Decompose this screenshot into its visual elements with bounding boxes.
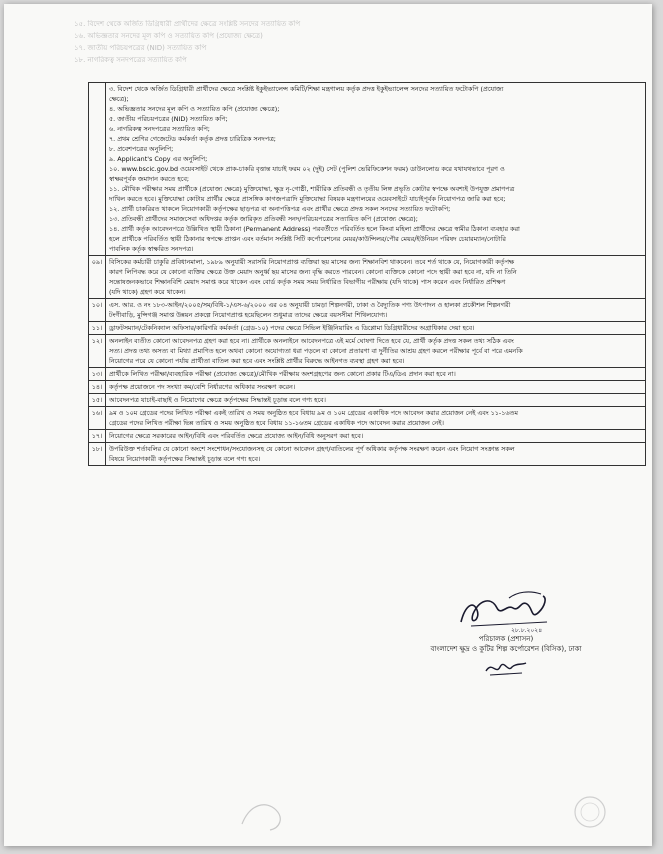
- bleed-through-line: ১৮. নাগরিকত্ব সনদপত্রের সত্যায়িত কপি: [74, 56, 187, 64]
- row-text: [106, 394, 646, 407]
- text-line: ১২. প্রার্থী চাকরিরত থাকলে নিয়োগকারী কর্তৃপক্ষের ছাড়পত্র বা অনাপত্তিপত্র এবং প্রার্থীর ক্ষেত্রে প্রদত্ত সকল সনদের সত্যায়িত ফটোকপি;: [109, 205, 451, 213]
- row-number: ১৪।: [89, 381, 106, 394]
- text-line: (যদি থাকে) গ্রহণ করে থাকেন।: [109, 288, 186, 296]
- text-line: ৫. জাতীয় পরিচয়পত্রের (NID) সত্যায়িত কপি;: [109, 115, 228, 123]
- text-line: নিয়োগের ক্ষেত্রে সরকারের আইন/বিধি এবং পরিবর্তিত ক্ষেত্রে প্রযোজ্য আইন/বিধি অনুসরণ করা হবে।: [109, 432, 364, 440]
- text-line: ১৪. প্রার্থী কর্তৃক আবেদনপত্রে উল্লিখিত স্থায়ী ঠিকানা (Permanent Address) পরবর্তীতে পরিবর্তিত হলে কিংবা মহিলা প্রার্থীদের ক্ষেত্রে স্বামীর ঠিকানা ব্যবহার করা: [109, 225, 520, 233]
- faint-seal-mark: [570, 792, 610, 832]
- row-text: [106, 430, 646, 443]
- text-line: ৯. Applicant's Copy এর অনুলিপি;: [109, 155, 208, 163]
- text-line: এস. আর. ও নং ১৮৩-আইন/২০০৫/সম/বিধি-১/এস-৬/২০০০ এর ০৪ অনুযায়ী চামড়া শিল্পনগরী, ঢাকা ও বৈদ্যুতিক পণ্য উৎপাদন ও হালকা প্রকৌশল শিল্পনগরী: [109, 301, 511, 309]
- row-text: [106, 322, 646, 335]
- row-number: ১১।: [89, 322, 106, 335]
- row-text: [106, 299, 646, 322]
- row-text: [106, 368, 646, 381]
- signatory-designation: পরিচালক (প্রশাসন): [478, 635, 534, 643]
- text-line: বিষয়ে নিয়োগকারী কর্তৃপক্ষের সিদ্ধান্তই চূড়ান্ত বলে গণ্য হবে।: [109, 455, 261, 463]
- text-line: ১৩. প্রতিবন্ধী প্রার্থীদের সমাজসেবা অধিদপ্তর কর্তৃক জারিকৃত প্রতিবন্ধী সনদ/পরিচয়পত্রের সত্যায়িত কপি (প্রযোজ্য ক্ষেত্রে);: [109, 215, 418, 223]
- text-line: ৭. প্রথম শ্রেণির গেজেটেড কর্মকর্তা কর্তৃক প্রদত্ত চারিত্রিক সনদপত্র;: [109, 135, 276, 143]
- text-line: নিয়োগের পরে যে কোনো পর্যায় প্রার্থীতা বাতিল করা হবে এবং সংশ্লিষ্ট প্রার্থীর বিরুদ্ধে আইনগত ব্যবস্থা গ্রহণ করা হবে।: [109, 357, 405, 365]
- table-row: [89, 443, 646, 466]
- table-row: [89, 394, 646, 407]
- table-row: [89, 256, 646, 299]
- row-number: ১৮।: [89, 443, 106, 466]
- row-text: [106, 83, 646, 256]
- text-line: হলে প্রার্থীকে পরিবর্তিত স্থায়ী ঠিকানার স্বপক্ষে প্রাপ্তন এবং বর্তমান সংশ্লিষ্ট সিটি কর্পোরেশনের মেয়র/কাউন্সিলর/পৌর মেয়র/ইউনিয়ন পরিষদ চেয়ারম্যান/নোটারি: [109, 235, 506, 243]
- table-row: [89, 335, 646, 368]
- text-line: ৪. অভিজ্ঞতার সনদের মূল কপি ও সত্যায়িত কপি (প্রযোজ্য ক্ষেত্রে);: [109, 105, 280, 113]
- row-number: [89, 83, 106, 256]
- bleed-through-line: ১৬. অভিজ্ঞতার সনদের মূল কপি ও সত্যায়িত কপি (প্রযোজ্য ক্ষেত্রে): [74, 32, 263, 40]
- signature-image: [451, 586, 561, 634]
- svg-text:২৮.৮.২০২৪: ২৮.৮.২০২৪: [511, 627, 543, 634]
- table-row: [89, 381, 646, 394]
- text-line: প্রার্থীকে লিখিত পরীক্ষা/ব্যবহারিক পরীক্ষা (প্রযোজ্য ক্ষেত্রে)/মৌখিক পরীক্ষায় অংশগ্রহণের জন্য কোনো প্রকার টিএ/ডিএ প্রদান করা হবে না।: [109, 370, 456, 378]
- text-line: উপরিউক্ত শর্তাবলির যে কোনো অংশে সংশোধন/সংযোজনসহ যে কোনো আবেদন গ্রহণ/বাতিলের পূর্ণ অধিকার কর্তৃপক্ষ সংরক্ষণ করেন এবং নিয়োগ সংক্রান্ত সকল: [109, 445, 515, 453]
- text-line: সন্তোষজনকভাবে শিক্ষানবিশি মেয়াদ সমাপ্ত করে থাকেন এবং বোর্ড কর্তৃক সময় সময় নির্ধারিত বিভাগীয় পরীক্ষায় (যদি থাকে) পাস করেন এবং নির্ধারিত প্রশিক্ষণ: [109, 278, 506, 286]
- text-line: সত্য। প্রদত্ত তথ্য অসত্য বা মিথ্যা প্রমাণিত হলে অথবা কোনো অযোগ্যতা ধরা পড়লে বা কোনো প্রতারণা বা দুর্নীতির আশ্রয় গ্রহণ করলে পরীক্ষার পূর্বে বা পরে এমনকি: [109, 347, 523, 355]
- text-line: কারণ লিপিবদ্ধ করে যে কোনো ব্যক্তির ক্ষেত্রে উক্ত মেয়াদ অনুর্ধ্ব ছয় মাসের জন্য বৃদ্ধি করতে পারবেন। কোনো ব্যক্তিকে কোনো পদে স্থায়ী করা হবে না, যদি না তিনি: [109, 268, 517, 276]
- text-line: ১০. www.bscic.gov.bd ওয়েবসাইট থেকে প্রাক-চাকরি বৃত্তান্ত যাচাই ফরম ০২ (দুই) সেট (পুলিশ ভেরিফিকেশন ফরম) ডাউনলোড করে যথাযথভাবে পূরণ ও: [109, 165, 505, 173]
- text-line: ৮. প্রবেশপত্রের অনুলিপি;: [109, 145, 174, 153]
- row-number: ১৬।: [89, 407, 106, 430]
- text-line: ৩. বিদেশ থেকে অর্জিত ডিগ্রিধারী প্রার্থীদের ক্ষেত্রে সংশ্লিষ্ট ইকুইভ্যালেন্স কমিটি/শিক্ষা মন্ত্রণালয় কর্তৃক প্রদত্ত ইকুইভ্যালেন্স সনদের সত্যায়িত ফটোকপি (প্রযোজ্য: [109, 85, 504, 93]
- signatory-organization: বাংলাদেশ ক্ষুদ্র ও কুটির শিল্প কর্পোরেশন (বিসিক), ঢাকা: [430, 645, 582, 653]
- text-line: আবেদনপত্র যাচাই-বাছাই ও নিয়োগের ক্ষেত্রে কর্তৃপক্ষের সিদ্ধান্তই চূড়ান্ত বলে গণ্য হবে।: [109, 396, 326, 404]
- text-line: পাবলিক কর্তৃক স্বাক্ষরিত সনদপত্র।: [109, 245, 194, 253]
- row-text: [106, 381, 646, 394]
- row-text: [106, 256, 646, 299]
- text-line: দাখিল করতে হবে। মুক্তিযোদ্ধা কোটায় প্রার্থীর ক্ষেত্রে প্রাসঙ্গিক কাগজপত্রাদি মুক্তিযোদ্ধা বিষয়ক মন্ত্রণালয়ের ওয়েবসাইটে যাচাইপূর্বক নিয়োগপত্র জারি করা হবে;: [109, 195, 506, 203]
- text-line: ক্ষেত্রে);: [109, 95, 129, 103]
- row-text: [106, 335, 646, 368]
- table-row: [89, 83, 646, 256]
- text-line: বিসিকের কর্মচারী চাকুরি প্রবিধানমালা, ১৯৮৯ অনুযায়ী সরাসরি নিয়োগপ্রাপ্ত ব্যক্তিরা ছয় মাসের জন্য শিক্ষানবিশ থাকবেন। তবে শর্ত থাকে যে, নিয়োগকারী কর্তৃপক্ষ: [109, 258, 515, 266]
- signature-block: [396, 586, 616, 679]
- table-row: [89, 322, 646, 335]
- bleed-through-line: ১৫. বিদেশ থেকে অর্জিত ডিগ্রিধারী প্রার্থীদের ক্ষেত্রে সংশ্লিষ্ট সনদের সত্যায়িত কপি: [74, 20, 301, 28]
- text-line: টংগীবাড়ি, মুন্সিগঞ্জ সমাপ্ত উন্নয়ন প্রকল্পে নিয়োগপ্রাপ্ত হয়েছিলেন শুধুমাত্র তাদের ক্ষেত্রে বয়সসীমা শিথিলযোগ্য।: [109, 311, 388, 319]
- row-number: ১০।: [89, 299, 106, 322]
- row-text: [106, 407, 646, 430]
- text-line: কর্তৃপক্ষ প্রয়োজনে পদ সংখ্যা কম/বেশি নির্ধারণের অধিকার সংরক্ষণ করেন।: [109, 383, 296, 391]
- text-line: ৬. নাগরিকত্ব সনদপত্রের সত্যায়িত কপি;: [109, 125, 210, 133]
- bleed-through-line: ১৭. জাতীয় পরিচয়পত্রের (NID) সত্যায়িত কপি: [74, 44, 207, 52]
- conditions-table: [88, 82, 646, 466]
- row-number: ০৯।: [89, 256, 106, 299]
- text-line: ১১. মৌখিক পরীক্ষার সময় প্রার্থীকে (প্রযোজ্য ক্ষেত্রে) মুক্তিযোদ্ধা, ক্ষুদ্র নৃ-গোষ্ঠী, শারীরিক প্রতিবন্ধী ও তৃতীয় লিঙ্গ প্রভৃতি কোটার স্বপক্ষে অবশ্যই উপযুক্ত প্রমাণপত্র: [109, 185, 515, 193]
- text-line: গ্রেডের পদের লিখিত পরীক্ষা ভিন্ন তারিখ ও সময় অনুষ্ঠিত হবে বিধায় ১১-১৬তম গ্রেডের একাধিক পদে আবেদন করার প্রয়োজন নেই।: [109, 419, 444, 427]
- table-row: [89, 407, 646, 430]
- row-number: ১৩।: [89, 368, 106, 381]
- row-number: ১৫।: [89, 394, 106, 407]
- initial-mark: [482, 657, 530, 679]
- text-line: স্বাক্ষরপূর্বক জমাদান করতে হবে;: [109, 175, 190, 183]
- document-page: [4, 4, 652, 846]
- text-line: অনলাইন ব্যতীত কোনো আবেদনপত্র গ্রহণ করা হবে না। প্রার্থীকে অনলাইনে আবেদনপত্রে এই মর্মে ঘোষণা দিতে হবে যে, প্রার্থী কর্তৃক প্রদত্ত সকল তথ্য সঠিক এবং: [109, 337, 514, 345]
- row-number: ১২।: [89, 335, 106, 368]
- table-row: [89, 299, 646, 322]
- text-line: ৯ম ও ১০ম গ্রেডের পদের লিখিত পরীক্ষা একই তারিখ ও সময় অনুষ্ঠিত হবে বিধায় ৯ম ও ১০ম গ্রেডের একাধিক পদে আবেদন করার প্রয়োজন নেই এবং ১১-১৬তম: [109, 409, 518, 417]
- row-number: ১৭।: [89, 430, 106, 443]
- text-line: ড্রাফটসম্যান/টেকনিক্যাল অফিসার/কারিগরি কর্মকর্তা (গ্রেড-১০) পদের ক্ষেত্রে সিভিল ইঞ্জিনিয়ারিং এ ডিপ্লোমা ডিগ্রিধারীদের অগ্রাধিকার দেয়া হবে।: [109, 324, 475, 332]
- faint-stamp-mark: [236, 794, 292, 836]
- row-text: [106, 443, 646, 466]
- table-row: [89, 430, 646, 443]
- table-row: [89, 368, 646, 381]
